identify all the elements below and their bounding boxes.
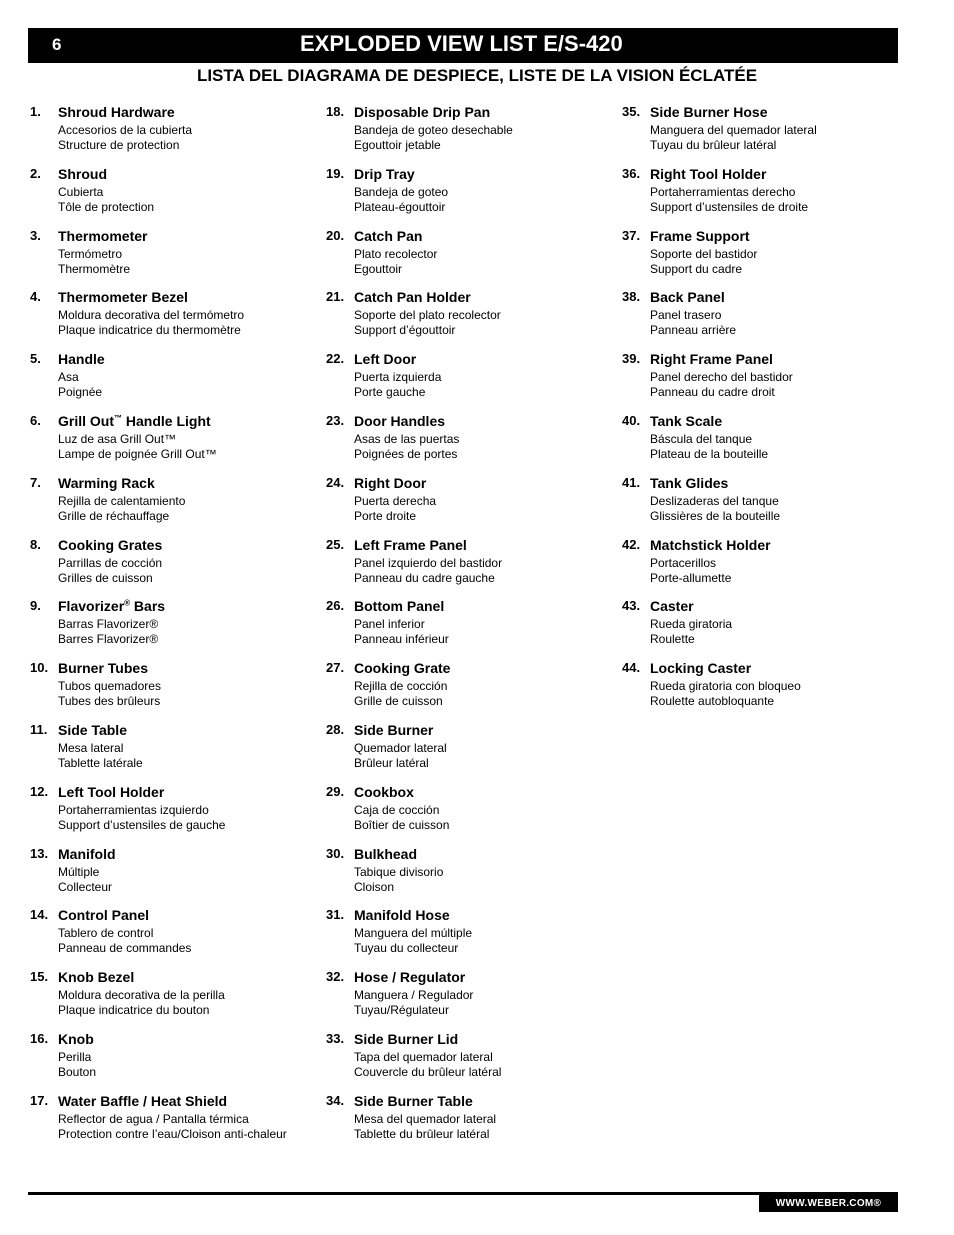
item-number: 39.	[622, 351, 641, 367]
item-number: 28.	[326, 721, 345, 737]
item-french: Bouton	[58, 1064, 97, 1079]
item-spanish: Rejilla de calentamiento	[58, 493, 186, 508]
item-spanish: Rueda giratoria	[650, 617, 733, 632]
item-spanish: Luz de asa Grill Out™	[58, 431, 177, 446]
item-number: 2.	[30, 165, 41, 181]
item-number: 29.	[326, 783, 345, 799]
item-french: Tablette du brûleur latéral	[354, 1126, 490, 1141]
parts-list-item	[30, 846, 320, 908]
item-title: Left Tool Holder	[58, 783, 165, 800]
item-number: 35.	[622, 104, 641, 119]
item-french: Panneau de commandes	[58, 941, 192, 956]
parts-list-item	[326, 598, 616, 660]
parts-list-item	[326, 722, 616, 784]
item-spanish: Tapa del quemador lateral	[354, 1049, 493, 1064]
item-title: Tank Glides	[650, 474, 729, 491]
item-spanish: Termómetro	[58, 246, 123, 261]
item-spanish: Manguera del múltiple	[354, 926, 473, 941]
item-number: 25.	[326, 536, 345, 552]
item-french: Tuyau/Régulateur	[354, 1003, 449, 1018]
item-number: 18.	[326, 104, 345, 119]
page-title: EXPLODED VIEW LIST E/S-420	[300, 31, 623, 56]
item-spanish: Portaherramientas derecho	[650, 184, 796, 199]
item-spanish: Soporte del plato recolector	[354, 308, 501, 323]
item-title: Frame Support	[650, 227, 750, 244]
item-title: Right Tool Holder	[650, 165, 767, 182]
item-french: Support du cadre	[650, 261, 743, 276]
parts-list-item	[326, 1093, 616, 1155]
item-french: Lampe de poignée Grill Out™	[58, 446, 217, 461]
parts-list-item	[30, 1093, 320, 1155]
item-french: Thermomètre	[58, 261, 131, 276]
item-spanish: Moldura decorativa de la perilla	[58, 988, 225, 1003]
item-number: 34.	[326, 1092, 345, 1108]
item-title: Left Door	[354, 351, 417, 368]
item-number: 5.	[30, 351, 41, 367]
item-title: Warming Rack	[58, 474, 155, 491]
parts-list-item	[622, 289, 912, 351]
item-title: Flavorizer® Bars	[58, 598, 166, 615]
item-french: Brûleur latéral	[354, 755, 429, 770]
item-french: Tuyau du brûleur latéral	[650, 138, 777, 152]
item-number: 13.	[30, 845, 49, 861]
item-title: Catch Pan	[354, 227, 423, 244]
item-number: 4.	[30, 289, 41, 305]
item-french: Boîtier de cuisson	[354, 817, 450, 832]
item-french: Poignée	[58, 385, 103, 400]
parts-list-item	[30, 289, 320, 351]
item-number: 44.	[622, 660, 641, 676]
item-title: Side Burner Table	[354, 1092, 473, 1109]
item-french: Plaque indicatrice du thermomètre	[58, 323, 241, 338]
item-number: 37.	[622, 227, 641, 243]
item-number: 38.	[622, 289, 641, 305]
parts-list-item	[30, 413, 320, 475]
item-french: Support d’ustensiles de droite	[650, 199, 809, 214]
item-spanish: Plato recolector	[354, 246, 438, 261]
item-title: Thermometer Bezel	[58, 289, 188, 306]
item-title: Thermometer	[58, 227, 148, 244]
parts-list-item	[30, 660, 320, 722]
item-title: Side Burner Hose	[650, 104, 768, 120]
item-french: Plateau de la bouteille	[650, 446, 769, 461]
item-spanish: Portacerillos	[650, 555, 717, 570]
item-number: 33.	[326, 1030, 345, 1046]
item-french: Structure de protection	[58, 138, 180, 152]
item-spanish: Cubierta	[58, 184, 104, 199]
item-title: Door Handles	[354, 412, 446, 429]
item-number: 14.	[30, 907, 49, 923]
item-spanish: Manguera del quemador lateral	[650, 123, 817, 137]
item-spanish: Panel izquierdo del bastidor	[354, 555, 503, 570]
item-title: Side Burner	[354, 721, 434, 738]
item-french: Panneau arrière	[650, 323, 737, 338]
item-spanish: Quemador lateral	[354, 740, 447, 755]
item-french: Plaque indicatrice du bouton	[58, 1003, 210, 1018]
item-french: Tôle de protection	[58, 199, 155, 214]
item-spanish: Caja de cocción	[354, 802, 440, 817]
item-title: Catch Pan Holder	[354, 289, 471, 306]
item-number: 21.	[326, 289, 345, 305]
parts-column-3	[622, 104, 912, 722]
item-spanish: Mesa del quemador lateral	[354, 1111, 497, 1126]
parts-column-1	[30, 104, 320, 1155]
item-spanish: Rueda giratoria con bloqueo	[650, 679, 801, 694]
parts-list-item	[30, 537, 320, 599]
parts-list-item	[622, 660, 912, 722]
item-number: 24.	[326, 474, 345, 490]
item-spanish: Puerta derecha	[354, 493, 437, 508]
parts-list-item	[326, 660, 616, 722]
item-number: 42.	[622, 536, 641, 552]
item-title: Bulkhead	[354, 845, 418, 862]
item-title: Matchstick Holder	[650, 536, 771, 553]
item-french: Porte-allumette	[650, 570, 732, 585]
parts-list-item	[30, 969, 320, 1031]
item-spanish: Soporte del bastidor	[650, 246, 758, 261]
item-title: Burner Tubes	[58, 660, 148, 677]
item-french: Glissières de la bouteille	[650, 508, 781, 523]
parts-list-item	[326, 846, 616, 908]
item-spanish: Asas de las puertas	[354, 431, 460, 446]
item-spanish: Panel derecho del bastidor	[650, 370, 793, 385]
item-spanish: Parrillas de cocción	[58, 555, 163, 570]
item-title: Shroud Hardware	[58, 104, 175, 120]
item-title: Cooking Grate	[354, 660, 451, 677]
parts-list-item	[326, 475, 616, 537]
item-french: Poignées de portes	[354, 446, 458, 461]
item-french: Cloison	[354, 879, 395, 894]
item-spanish: Múltiple	[58, 864, 100, 879]
parts-list-item	[326, 413, 616, 475]
item-title: Locking Caster	[650, 660, 752, 677]
item-number: 43.	[622, 598, 641, 614]
item-title: Handle	[58, 351, 105, 368]
item-title: Knob Bezel	[58, 969, 135, 986]
parts-list-item	[326, 166, 616, 228]
item-number: 9.	[30, 598, 41, 614]
item-number: 10.	[30, 660, 49, 676]
item-french: Tubes des brûleurs	[58, 694, 161, 709]
footer-website-link[interactable]: WWW.WEBER.COM®	[759, 1195, 898, 1212]
item-french: Egouttoir jetable	[354, 138, 441, 152]
parts-list-item	[30, 228, 320, 290]
parts-list-item	[622, 104, 912, 166]
item-french: Support d’égouttoir	[354, 323, 456, 338]
item-number: 6.	[30, 412, 41, 428]
item-title: Cookbox	[354, 783, 414, 800]
parts-list-item	[30, 166, 320, 228]
item-spanish: Portaherramientas izquierdo	[58, 802, 209, 817]
item-spanish: Mesa lateral	[58, 740, 124, 755]
item-number: 17.	[30, 1092, 49, 1108]
item-title: Disposable Drip Pan	[354, 104, 491, 120]
item-spanish: Bandeja de goteo	[354, 184, 449, 199]
parts-list-item	[622, 413, 912, 475]
item-title: Right Door	[354, 474, 427, 491]
parts-list-item	[326, 351, 616, 413]
parts-list-item	[30, 475, 320, 537]
item-number: 12.	[30, 783, 49, 799]
item-french: Grille de réchauffage	[58, 508, 170, 523]
item-title: Right Frame Panel	[650, 351, 773, 368]
item-french: Roulette autobloquante	[650, 694, 775, 709]
item-title: Side Burner Lid	[354, 1030, 459, 1047]
page-subtitle: LISTA DEL DIAGRAMA DE DESPIECE, LISTE DE LA VISION ÉCLATÉE	[196, 66, 758, 85]
parts-list-item	[30, 598, 320, 660]
item-french: Porte gauche	[354, 385, 426, 400]
item-number: 22.	[326, 351, 345, 367]
parts-list-item	[622, 475, 912, 537]
item-spanish: Panel trasero	[650, 308, 722, 323]
item-spanish: Moldura decorativa del termómetro	[58, 308, 245, 323]
item-french: Roulette	[650, 632, 695, 647]
parts-list-item	[30, 722, 320, 784]
item-spanish: Tablero de control	[58, 926, 154, 941]
item-spanish: Manguera / Regulador	[354, 988, 474, 1003]
item-french: Support d’ustensiles de gauche	[58, 817, 226, 832]
parts-list-item	[326, 969, 616, 1031]
parts-list-item	[326, 537, 616, 599]
item-spanish: Asa	[58, 370, 79, 385]
parts-list-item	[30, 104, 320, 166]
parts-list-item	[622, 166, 912, 228]
item-spanish: Báscula del tanque	[650, 431, 753, 446]
item-title: Manifold	[58, 845, 116, 862]
item-spanish: Bandeja de goteo desechable	[354, 123, 513, 137]
item-spanish: Tubos quemadores	[58, 679, 161, 694]
item-number: 11.	[30, 721, 48, 737]
item-number: 19.	[326, 165, 345, 181]
item-french: Panneau du cadre gauche	[354, 570, 495, 585]
item-number: 1.	[30, 104, 41, 119]
item-number: 7.	[30, 474, 41, 490]
item-title: Bottom Panel	[354, 598, 445, 615]
item-number: 15.	[30, 969, 49, 985]
item-title: Left Frame Panel	[354, 536, 467, 553]
item-spanish: Deslizaderas del tanque	[650, 493, 779, 508]
item-french: Panneau inférieur	[354, 632, 449, 647]
item-title: Hose / Regulator	[354, 969, 466, 986]
item-french: Plateau-égouttoir	[354, 199, 446, 214]
item-spanish: Accesorios de la cubierta	[58, 123, 193, 137]
item-title: Shroud	[58, 165, 107, 182]
item-title: Control Panel	[58, 907, 150, 924]
parts-list-item	[622, 598, 912, 660]
item-spanish: Puerta izquierda	[354, 370, 442, 385]
parts-list-item	[326, 907, 616, 969]
item-title: Back Panel	[650, 289, 725, 306]
parts-list-item	[326, 104, 616, 166]
item-number: 26.	[326, 598, 345, 614]
item-number: 36.	[622, 165, 641, 181]
item-number: 16.	[30, 1030, 49, 1046]
item-french: Grille de cuisson	[354, 694, 443, 709]
item-french: Protection contre l’eau/Cloison anti-chaleur	[58, 1126, 287, 1141]
page-number: 6	[52, 35, 62, 54]
item-number: 3.	[30, 227, 41, 243]
item-french: Egouttoir	[354, 261, 403, 276]
item-title: Side Table	[58, 721, 127, 738]
item-number: 30.	[326, 845, 345, 861]
parts-list-item	[622, 351, 912, 413]
parts-list-item	[30, 351, 320, 413]
item-french: Tablette latérale	[58, 755, 143, 770]
item-french: Collecteur	[58, 879, 113, 894]
item-french: Barres Flavorizer®	[58, 632, 159, 647]
item-title: Manifold Hose	[354, 907, 450, 924]
item-spanish: Barras Flavorizer®	[58, 617, 159, 632]
parts-list-item	[30, 1031, 320, 1093]
item-number: 23.	[326, 412, 345, 428]
parts-list-item	[326, 228, 616, 290]
item-spanish: Rejilla de cocción	[354, 679, 448, 694]
item-french: Panneau du cadre droit	[650, 385, 775, 400]
item-spanish: Perilla	[58, 1049, 92, 1064]
item-title: Water Baffle / Heat Shield	[58, 1092, 228, 1109]
item-number: 41.	[622, 474, 641, 490]
item-spanish: Tabique divisorio	[354, 864, 444, 879]
header-bar	[28, 28, 898, 63]
item-title: Grill Out™ Handle Light	[58, 412, 211, 429]
parts-list-item	[622, 537, 912, 599]
item-french: Porte droite	[354, 508, 417, 523]
item-title: Drip Tray	[354, 165, 415, 182]
item-number: 31.	[326, 907, 345, 923]
item-number: 20.	[326, 227, 345, 243]
parts-list-item	[326, 1031, 616, 1093]
item-title: Knob	[58, 1030, 94, 1047]
item-spanish: Panel inferior	[354, 617, 425, 632]
parts-list-item	[326, 289, 616, 351]
item-french: Couvercle du brûleur latéral	[354, 1064, 502, 1079]
item-number: 32.	[326, 969, 345, 985]
parts-list-item	[30, 907, 320, 969]
item-number: 8.	[30, 536, 41, 552]
item-number: 40.	[622, 412, 641, 428]
item-title: Caster	[650, 598, 694, 615]
item-french: Grilles de cuisson	[58, 570, 153, 585]
parts-list-item	[30, 784, 320, 846]
parts-column-2	[326, 104, 616, 1155]
parts-list-item	[622, 228, 912, 290]
item-title: Tank Scale	[650, 412, 723, 429]
parts-list-item	[326, 784, 616, 846]
item-french: Tuyau du collecteur	[354, 941, 459, 956]
item-title: Cooking Grates	[58, 536, 163, 553]
item-spanish: Reflector de agua / Pantalla térmica	[58, 1111, 249, 1126]
item-number: 27.	[326, 660, 345, 676]
